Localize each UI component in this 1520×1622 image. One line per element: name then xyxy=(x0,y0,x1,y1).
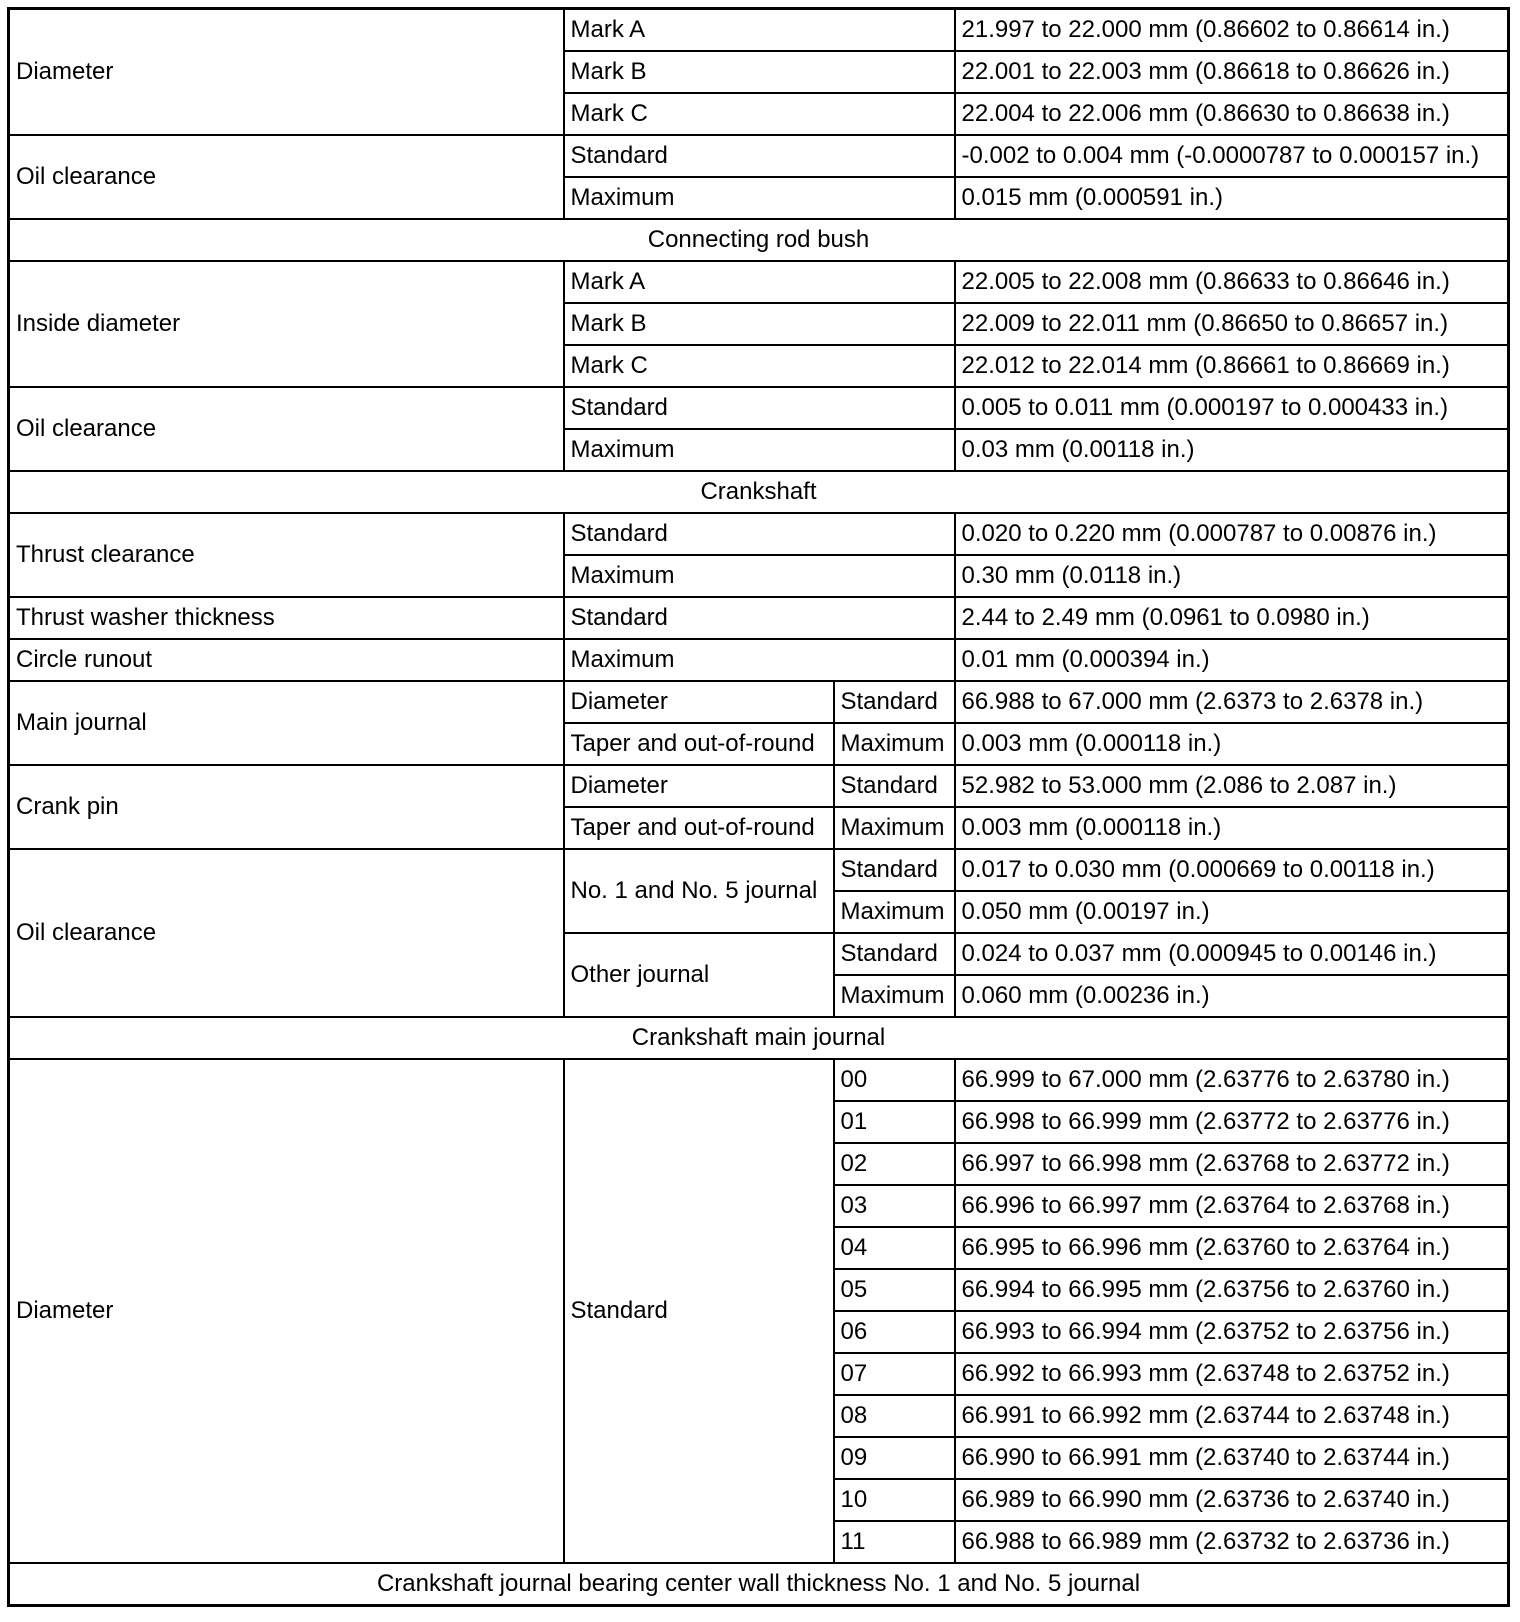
table-cell: 2.44 to 2.49 mm (0.0961 to 0.0980 in.) xyxy=(955,597,1509,639)
table-row xyxy=(9,681,1509,723)
table-cell: 66.997 to 66.998 mm (2.63768 to 2.63772 in.) xyxy=(955,1143,1509,1185)
table-cell: 08 xyxy=(834,1395,955,1437)
table-cell: Standard xyxy=(834,849,955,891)
table-cell: 0.03 mm (0.00118 in.) xyxy=(955,429,1509,471)
section-header: Crankshaft xyxy=(9,471,1509,513)
table-cell: -0.002 to 0.004 mm (-0.0000787 to 0.000157 in.) xyxy=(955,135,1509,177)
section-row xyxy=(9,219,1509,261)
table-cell: 22.004 to 22.006 mm (0.86630 to 0.86638 in.) xyxy=(955,93,1509,135)
table-cell: Taper and out-of-round xyxy=(564,723,834,765)
table-row xyxy=(9,9,1509,52)
table-row xyxy=(9,597,1509,639)
table-cell: 22.012 to 22.014 mm (0.86661 to 0.86669 in.) xyxy=(955,345,1509,387)
table-cell: 0.003 mm (0.000118 in.) xyxy=(955,723,1509,765)
table-cell: Mark A xyxy=(564,261,955,303)
table-cell: 0.020 to 0.220 mm (0.000787 to 0.00876 in.) xyxy=(955,513,1509,555)
table-cell: 66.999 to 67.000 mm (2.63776 to 2.63780 in.) xyxy=(955,1059,1509,1101)
table-cell: Standard xyxy=(564,1059,834,1563)
table-cell: Maximum xyxy=(834,891,955,933)
table-cell: Diameter xyxy=(9,1059,564,1563)
table-cell: No. 1 and No. 5 journal xyxy=(564,849,834,933)
table-row xyxy=(9,1059,1509,1101)
table-cell: 66.988 to 67.000 mm (2.6373 to 2.6378 in.) xyxy=(955,681,1509,723)
specification-table-body xyxy=(9,9,1509,1606)
table-cell: 00 xyxy=(834,1059,955,1101)
table-cell: 22.001 to 22.003 mm (0.86618 to 0.86626 in.) xyxy=(955,51,1509,93)
specification-table xyxy=(7,7,1510,1607)
table-cell: Thrust clearance xyxy=(9,513,564,597)
table-cell: Maximum xyxy=(834,723,955,765)
table-cell: Standard xyxy=(834,681,955,723)
table-cell: 0.017 to 0.030 mm (0.000669 to 0.00118 in.) xyxy=(955,849,1509,891)
table-cell: 66.991 to 66.992 mm (2.63744 to 2.63748 in.) xyxy=(955,1395,1509,1437)
table-cell: 66.989 to 66.990 mm (2.63736 to 2.63740 in.) xyxy=(955,1479,1509,1521)
table-cell: 66.993 to 66.994 mm (2.63752 to 2.63756 in.) xyxy=(955,1311,1509,1353)
table-cell: 06 xyxy=(834,1311,955,1353)
table-cell: Diameter xyxy=(564,681,834,723)
table-cell: Mark B xyxy=(564,51,955,93)
table-cell: Other journal xyxy=(564,933,834,1017)
table-cell: Circle runout xyxy=(9,639,564,681)
section-header: Crankshaft main journal xyxy=(9,1017,1509,1059)
table-cell: Standard xyxy=(564,387,955,429)
table-cell: Thrust washer thickness xyxy=(9,597,564,639)
table-cell: 66.988 to 66.989 mm (2.63732 to 2.63736 in.) xyxy=(955,1521,1509,1563)
table-cell: Diameter xyxy=(564,765,834,807)
table-cell: 66.990 to 66.991 mm (2.63740 to 2.63744 in.) xyxy=(955,1437,1509,1479)
table-cell: Maximum xyxy=(564,639,955,681)
table-cell: Mark C xyxy=(564,345,955,387)
table-cell: Mark C xyxy=(564,93,955,135)
table-cell: 52.982 to 53.000 mm (2.086 to 2.087 in.) xyxy=(955,765,1509,807)
table-cell: Maximum xyxy=(564,177,955,219)
table-cell: 0.005 to 0.011 mm (0.000197 to 0.000433 in.) xyxy=(955,387,1509,429)
table-cell: 0.015 mm (0.000591 in.) xyxy=(955,177,1509,219)
table-cell: 66.996 to 66.997 mm (2.63764 to 2.63768 in.) xyxy=(955,1185,1509,1227)
table-cell: 05 xyxy=(834,1269,955,1311)
table-cell: 66.992 to 66.993 mm (2.63748 to 2.63752 in.) xyxy=(955,1353,1509,1395)
table-cell: 0.30 mm (0.0118 in.) xyxy=(955,555,1509,597)
table-cell: 66.998 to 66.999 mm (2.63772 to 2.63776 in.) xyxy=(955,1101,1509,1143)
table-cell: Maximum xyxy=(834,807,955,849)
table-cell: Inside diameter xyxy=(9,261,564,387)
table-cell: Diameter xyxy=(9,9,564,136)
table-cell: 04 xyxy=(834,1227,955,1269)
table-cell: 22.005 to 22.008 mm (0.86633 to 0.86646 in.) xyxy=(955,261,1509,303)
table-cell: Standard xyxy=(564,597,955,639)
table-row xyxy=(9,135,1509,177)
table-cell: Oil clearance xyxy=(9,135,564,219)
table-cell: Mark A xyxy=(564,9,955,52)
table-cell: 0.003 mm (0.000118 in.) xyxy=(955,807,1509,849)
table-row xyxy=(9,639,1509,681)
table-cell: 03 xyxy=(834,1185,955,1227)
section-row xyxy=(9,471,1509,513)
table-cell: 0.01 mm (0.000394 in.) xyxy=(955,639,1509,681)
table-cell: Standard xyxy=(834,933,955,975)
table-cell: Main journal xyxy=(9,681,564,765)
table-cell: 0.060 mm (0.00236 in.) xyxy=(955,975,1509,1017)
section-header: Crankshaft journal bearing center wall thickness No. 1 and No. 5 journal xyxy=(9,1563,1509,1606)
table-cell: 07 xyxy=(834,1353,955,1395)
table-row xyxy=(9,261,1509,303)
table-cell: 11 xyxy=(834,1521,955,1563)
table-cell: 09 xyxy=(834,1437,955,1479)
table-cell: 21.997 to 22.000 mm (0.86602 to 0.86614 in.) xyxy=(955,9,1509,52)
table-cell: Oil clearance xyxy=(9,849,564,1017)
table-cell: 10 xyxy=(834,1479,955,1521)
table-row xyxy=(9,849,1509,891)
table-cell: Maximum xyxy=(834,975,955,1017)
table-cell: Taper and out-of-round xyxy=(564,807,834,849)
table-cell: Mark B xyxy=(564,303,955,345)
table-cell: Maximum xyxy=(564,555,955,597)
table-row xyxy=(9,387,1509,429)
table-cell: 0.024 to 0.037 mm (0.000945 to 0.00146 in.) xyxy=(955,933,1509,975)
table-row xyxy=(9,765,1509,807)
table-cell: Standard xyxy=(564,135,955,177)
table-cell: 22.009 to 22.011 mm (0.86650 to 0.86657 in.) xyxy=(955,303,1509,345)
table-cell: 02 xyxy=(834,1143,955,1185)
section-row xyxy=(9,1017,1509,1059)
table-cell: Oil clearance xyxy=(9,387,564,471)
table-row xyxy=(9,513,1509,555)
table-cell: 0.050 mm (0.00197 in.) xyxy=(955,891,1509,933)
table-cell: Standard xyxy=(834,765,955,807)
table-cell: 66.994 to 66.995 mm (2.63756 to 2.63760 in.) xyxy=(955,1269,1509,1311)
section-row xyxy=(9,1563,1509,1606)
table-cell: 66.995 to 66.996 mm (2.63760 to 2.63764 in.) xyxy=(955,1227,1509,1269)
table-cell: Crank pin xyxy=(9,765,564,849)
table-cell: 01 xyxy=(834,1101,955,1143)
table-cell: Maximum xyxy=(564,429,955,471)
section-header: Connecting rod bush xyxy=(9,219,1509,261)
table-cell: Standard xyxy=(564,513,955,555)
